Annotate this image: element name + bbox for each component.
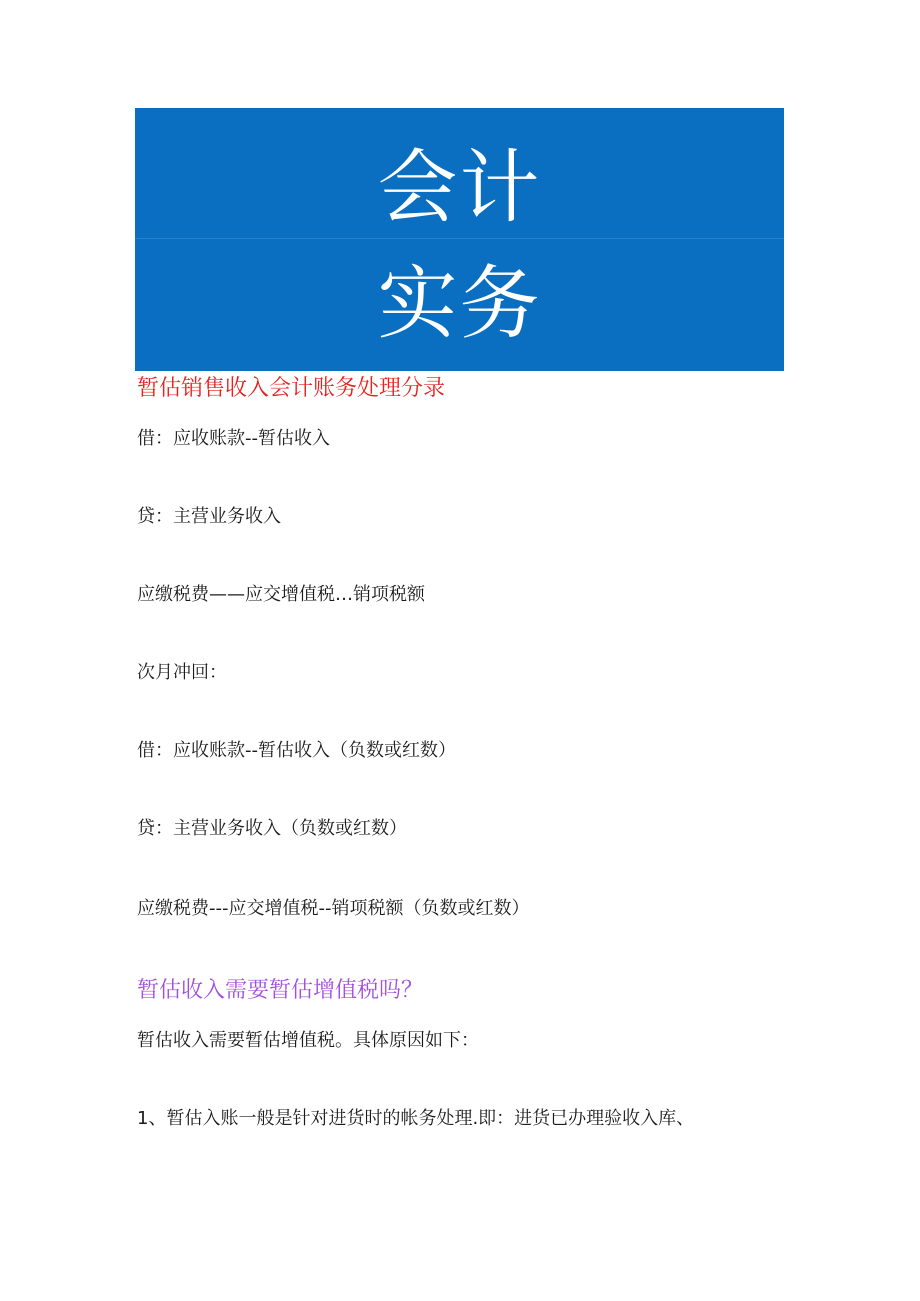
section-heading-entries: 暂估销售收入会计账务处理分录 xyxy=(137,376,446,401)
entry-line: 借：应收账款--暂估收入（负数或红数） xyxy=(137,740,456,761)
title-banner xyxy=(135,108,784,371)
entry-line: 次月冲回： xyxy=(137,662,227,683)
section-heading-question: 暂估收入需要暂估增值税吗？ xyxy=(137,978,424,1003)
point-one-text: 1、暂估入账一般是针对进货时的帐务处理.即：进货已办理验收入库、 xyxy=(137,1108,695,1129)
entry-line: 贷：主营业务收入（负数或红数） xyxy=(137,818,407,839)
entry-line: 借：应收账款--暂估收入 xyxy=(137,428,330,449)
entry-line: 应缴税费——应交增值税…销项税额 xyxy=(137,584,425,605)
entry-line: 应缴税费---应交增值税--销项税额（负数或红数） xyxy=(137,898,530,919)
entry-line: 贷：主营业务收入 xyxy=(137,506,281,527)
banner-divider xyxy=(135,238,784,239)
banner-title-line1: 会计 xyxy=(377,141,542,234)
banner-title-line2: 实务 xyxy=(377,257,542,350)
answer-text: 暂估收入需要暂估增值税。具体原因如下： xyxy=(137,1030,479,1051)
